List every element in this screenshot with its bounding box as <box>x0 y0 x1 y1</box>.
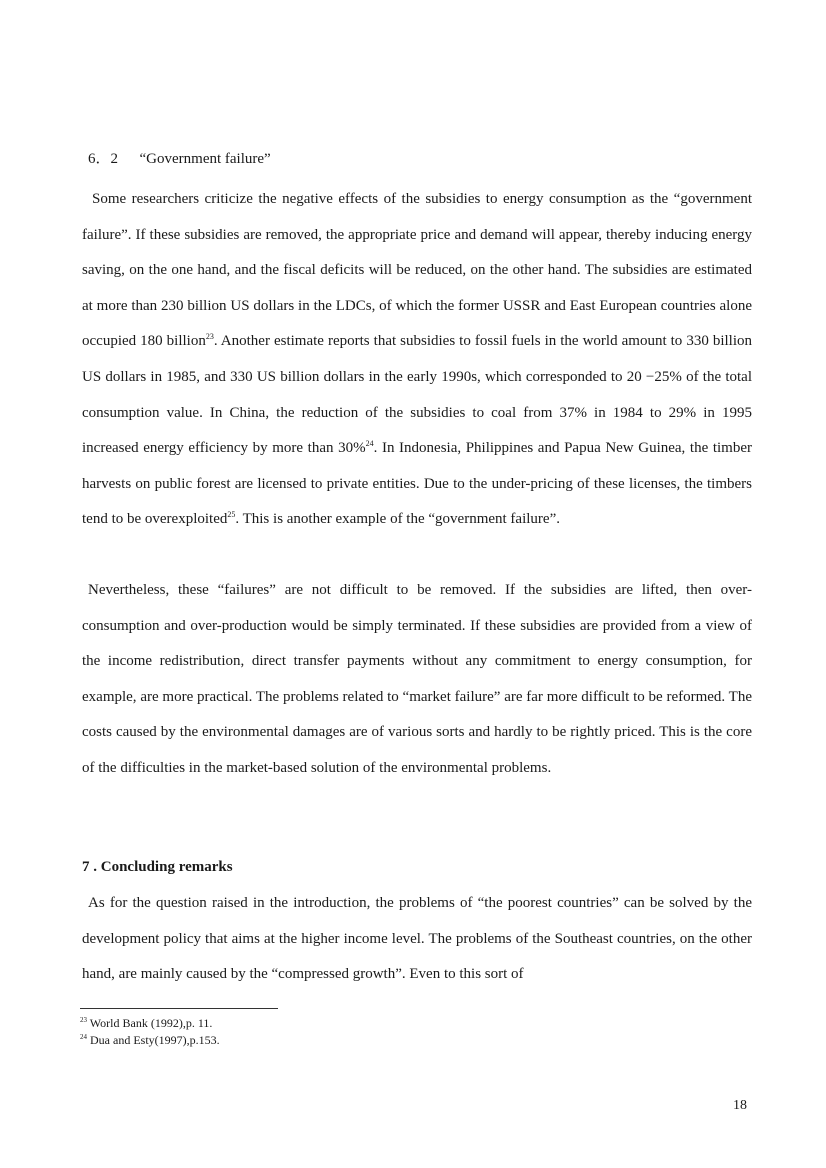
footnote-divider <box>80 1008 278 1009</box>
footnote-23 <box>80 1015 220 1032</box>
paragraph-text: Some researchers criticize the negative effects of the subsidies to energy consumption as the “government failure”. If these subsidies are removed, the appropriate price and demand will appear, thereby inducing energy saving, on the one hand, and the fiscal deficits will be reduced, on the other hand. The subsidies are estimated at more than 230 billion US dollars in the LDCs, of which the former USSR and East European countries alone occupied 180 billion <box>82 191 752 350</box>
paragraph-text: . Another estimate reports that subsidies to fossil fuels in the world amount to 330 billion US dollars in 1985, and 330 US billion dollars in the early 1990s, which corresponded to 20 −25% of the total consumption value. In China, the reduction of the subsidies to coal from 37% in 1984 to 29% in 1995 increased energy efficiency by more than 30% <box>82 333 753 457</box>
footnote-text: World Bank (1992),p. 11. <box>89 1016 213 1030</box>
footnote-mark: 24 <box>80 1033 87 1041</box>
footnote-ref: 24 <box>365 439 374 449</box>
footnote-ref: 25 <box>227 510 236 520</box>
paragraph-text: . This is another example of the “government failure”. <box>235 511 560 528</box>
section-6-2-heading <box>88 149 271 169</box>
page-number: 18 <box>733 1098 747 1113</box>
paragraph-text: Nevertheless, these “failures” are not difficult to be removed. If the subsidies are lifted, then over-consumption and over-production would be simply terminated. If these subsidies are provided from a view of the income redistribution, direct transfer payments without any commitment to energy consumption, for example, are more practical. The problems related to “market failure” are far more difficult to be reformed. The costs caused by the environmental damages are of various sorts and hardly to be rightly priced. This is the core of the difficulties in the market-based solution of the environmental problems. <box>82 582 752 776</box>
footnote-mark: 23 <box>80 1016 87 1024</box>
paragraph-nevertheless <box>82 573 752 787</box>
section-7-heading: 7 . Concluding remarks <box>82 859 233 875</box>
footnote-text: Dua and Esty(1997),p.153. <box>90 1033 220 1047</box>
footnote-24 <box>80 1032 220 1049</box>
section-number: 6．2 <box>88 151 119 167</box>
footnote-ref: 23 <box>205 332 214 342</box>
paragraph-concluding-remarks: As for the question raised in the introduction, the problems of “the poorest countries” can be solved by the development policy that aims at the higher income level. The problems of the Southeast countries, on the other hand, are mainly caused by the “compressed growth”. Even to this sort of <box>82 895 752 983</box>
section-title: “Government failure” <box>139 151 271 167</box>
paragraph-government-failure <box>82 182 752 538</box>
footnotes <box>80 1015 220 1049</box>
paragraph-text: . In Indonesia, Philippines and Papua New Guinea, the timber harvests on public forest are licensed to private entities. Due to the under-pricing of these licenses, the timbers tend to be overexploited <box>82 440 752 528</box>
